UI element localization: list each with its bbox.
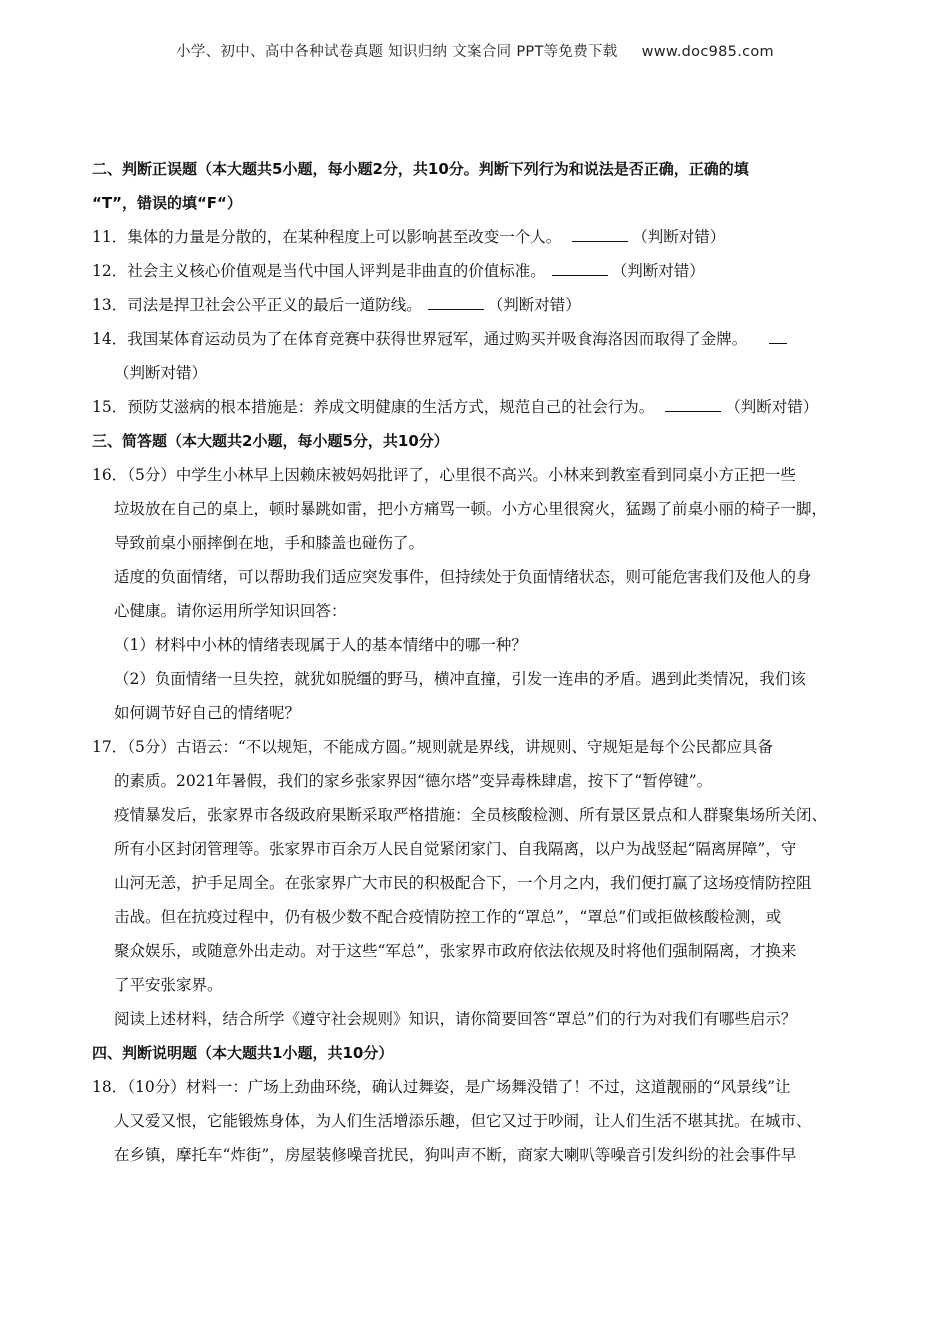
question-18	[92, 1070, 882, 1172]
answer-blank[interactable]	[552, 261, 608, 276]
q17-line: 了平安张家界。	[114, 976, 223, 994]
section-4-title: 四、判断说明题（本大题共1小题，共10分）	[92, 1044, 394, 1062]
q16-subquestion-2-cont: 如何调节好自己的情绪呢？	[114, 704, 301, 722]
question-number: 15．	[92, 398, 128, 416]
q18-line: 在乡镇，摩托车“炸街”，房屋装修噪音扰民，狗叫声不断，商家大喇叭等噪音引发纠纷的社会事件早	[114, 1146, 797, 1164]
q16-subquestion-1: （1）材料中小林的情绪表现属于人的基本情绪中的哪一种？	[114, 636, 527, 654]
section-2-title-line1: 二、判断正误题（本大题共5小题，每小题2分，共10分。判断下列行为和说法是否正确，正确的填	[92, 160, 749, 178]
question-number: 14．	[92, 330, 128, 348]
question-number: 11．	[92, 228, 128, 246]
q17-line: 聚众娱乐，或随意外出走动。对于这些“军总”，张家界市政府依法依规及时将他们强制隔离，才换来	[114, 942, 797, 960]
question-text: 预防艾滋病的根本措施是：养成文明健康的生活方式，规范自己的社会行为。	[127, 398, 655, 416]
section-2-title-line2: “T”，错误的填“F“）	[92, 194, 242, 212]
q16-subquestion-2: （2）负面情绪一旦失控，就犹如脱缰的野马，横冲直撞，引发一连串的矛盾。遇到此类情况，我们该	[114, 670, 806, 688]
q16-line: （5分）中学生小林早上因赖床被妈妈批评了，心里很不高兴。小林来到教室看到同桌小方正把一些	[127, 466, 796, 484]
q17-line: 疫情暴发后，张家界市各级政府果断采取严格措施：全员核酸检测、所有景区景点和人群聚集场所关闭、	[114, 806, 828, 824]
q16-line: 适度的负面情绪，可以帮助我们适应突发事件，但持续处于负面情绪状态，则可能危害我们及他人的身	[114, 568, 812, 586]
section-2-title	[92, 152, 882, 220]
question-number: 17．	[92, 738, 128, 756]
q16-line: 垃圾放在自己的桌上，顿时暴跳如雷，把小方痛骂一顿。小方心里很窝火，猛踢了前桌小丽的椅子一脚，	[114, 500, 828, 518]
question-11	[92, 220, 882, 254]
question-number: 13．	[92, 296, 128, 314]
question-tail: （判断对错）	[725, 398, 819, 416]
question-17	[92, 730, 882, 1036]
q17-line: 击战。但在抗疫过程中，仍有极少数不配合疫情防控工作的“罩总”，“罩总”们或拒做核酸检测，或	[114, 908, 782, 926]
answer-blank[interactable]	[769, 329, 787, 344]
question-14	[92, 322, 882, 390]
q18-line: 人又爱又恨，它能锻炼身体，为人们生活增添乐趣，但它又过于吵闹，让人们生活不堪其扰。在城市、	[114, 1112, 812, 1130]
question-text: 司法是捍卫社会公平正义的最后一道防线。	[127, 296, 422, 314]
question-13	[92, 288, 882, 322]
document-body	[92, 152, 882, 1172]
q16-line: 导致前桌小丽摔倒在地，手和膝盖也碰伤了。	[114, 534, 425, 552]
header-text: 小学、初中、高中各种试卷真题 知识归纳 文案合同 PPT等免费下载	[176, 44, 618, 60]
q17-line: 的素质。2021年暑假，我们的家乡张家界因“德尔塔”变异毒株肆虐，按下了“暂停键”。	[114, 772, 713, 790]
question-number: 18．	[92, 1078, 128, 1096]
section-3-title: 三、简答题（本大题共2小题，每小题5分，共10分）	[92, 432, 449, 450]
header-url[interactable]: www.doc985.com	[641, 44, 774, 60]
q17-question: 阅读上述材料，结合所学《遵守社会规则》知识，请你简要回答“罩总”们的行为对我们有哪些启示？	[114, 1010, 797, 1028]
q17-line: 所有小区封闭管理等。张家界市百余万人民自觉紧闭家门、自我隔离，以户为战竖起“隔离屏障”，守	[114, 840, 797, 858]
q17-line: （5分）古语云：“不以规矩，不能成方圆。”规则就是界线，讲规则、守规矩是每个公民都应具备	[127, 738, 773, 756]
question-number: 16．	[92, 466, 128, 484]
question-text: 社会主义核心价值观是当代中国人评判是非曲直的价值标准。	[127, 262, 546, 280]
q18-line: （10分）材料一：广场上劲曲环绕，确认过舞姿，是广场舞没错了！不过，这道靓丽的“风景线”让	[127, 1078, 791, 1096]
answer-blank[interactable]	[572, 227, 628, 242]
question-text: 我国某体育运动员为了在体育竞赛中获得世界冠军，通过购买并吸食海洛因而取得了金牌。	[127, 330, 748, 348]
question-16	[92, 458, 882, 730]
question-number: 12．	[92, 262, 128, 280]
page-header	[0, 40, 950, 61]
answer-blank[interactable]	[665, 397, 721, 412]
q16-line: 心健康。请你运用所学知识回答：	[114, 602, 347, 620]
question-12	[92, 254, 882, 288]
answer-blank[interactable]	[428, 295, 484, 310]
question-tail: （判断对错）	[114, 364, 208, 382]
q17-line: 山河无恙，护手足周全。在张家界广大市民的积极配合下，一个月之内，我们便打赢了这场疫情防控阻	[114, 874, 812, 892]
question-15	[92, 390, 882, 424]
question-tail: （判断对错）	[487, 296, 581, 314]
question-tail: （判断对错）	[632, 228, 726, 246]
question-text: 集体的力量是分散的，在某种程度上可以影响甚至改变一个人。	[127, 228, 562, 246]
question-tail: （判断对错）	[611, 262, 705, 280]
